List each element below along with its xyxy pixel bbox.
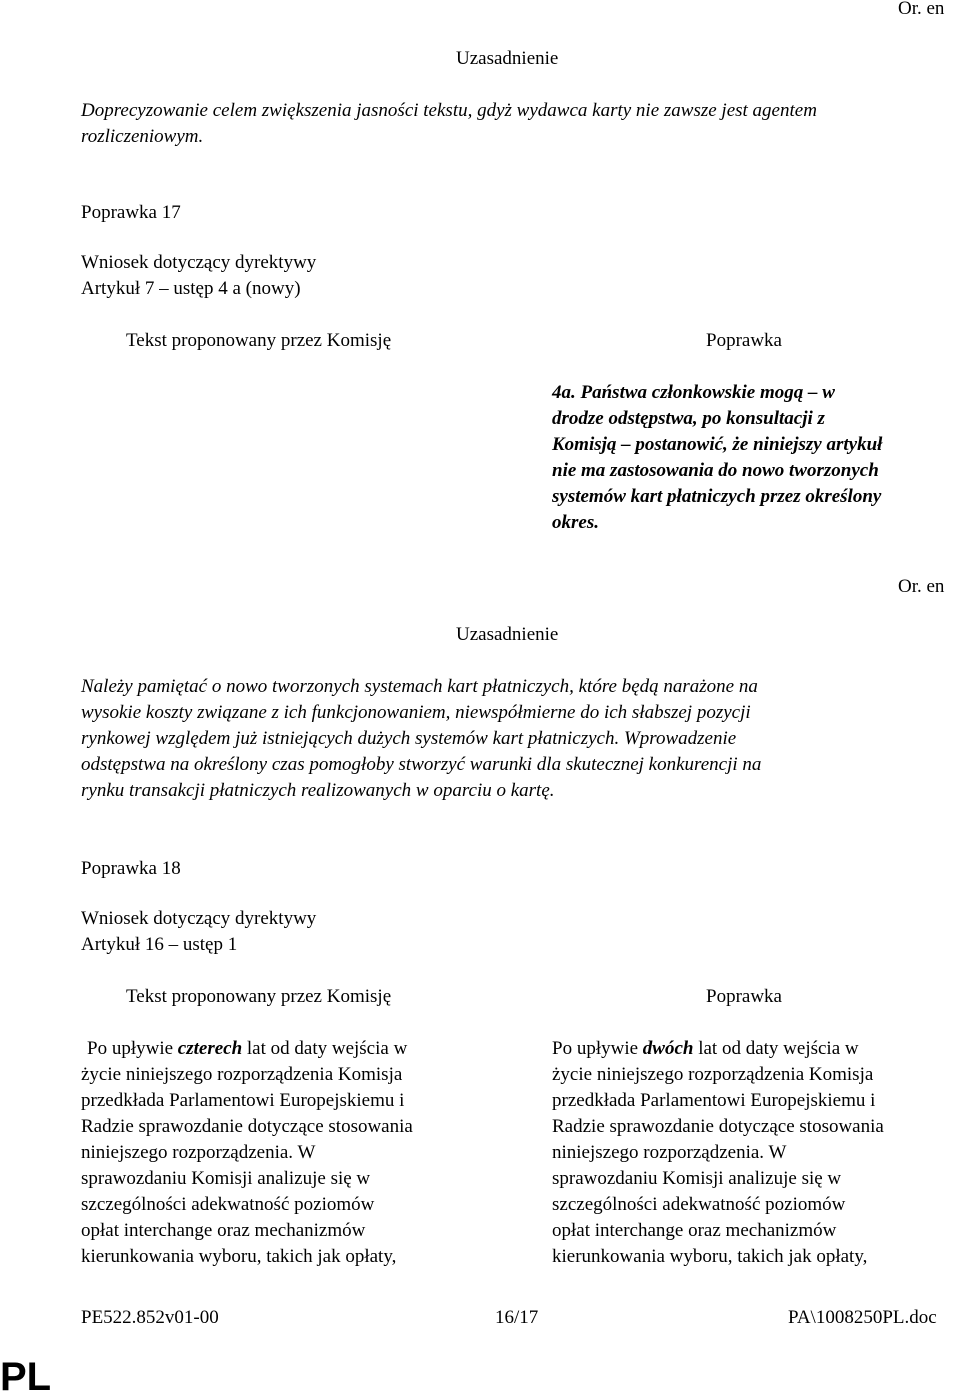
amendment-text-line: kierunkowania wyboru, takich jak opłaty, <box>552 1246 868 1267</box>
commission-text-line: Radzie sprawozdanie dotyczące stosowania <box>81 1116 413 1137</box>
amendment-text-line: nie ma zastosowania do nowo tworzonych <box>552 460 879 481</box>
amendment-text-line: życie niniejszego rozporządzenia Komisja <box>552 1064 874 1085</box>
commission-text-line: przedkłada Parlamentowi Europejskiemu i <box>81 1090 405 1111</box>
footer-page-number: 16/17 <box>495 1307 539 1328</box>
amendment-text-line: drodze odstępstwa, po konsultacji z <box>552 408 825 429</box>
justification-heading: Uzasadnienie <box>456 624 559 645</box>
commission-text-line: szczególności adekwatność poziomów <box>81 1194 375 1215</box>
amendment-text-line: 4a. Państwa członkowskie mogą – w <box>552 382 835 403</box>
justification-line: wysokie koszty związane z ich funkcjonowaniem, niewspółmierne do ich słabszej pozycji <box>81 702 751 723</box>
changed-word: czterech <box>177 1038 243 1059</box>
justification-line: rynku transakcji płatniczych realizowanych w oparciu o kartę. <box>81 780 555 801</box>
commission-text-line: życie niniejszego rozporządzenia Komisja <box>81 1064 403 1085</box>
amendment-title: Poprawka 17 <box>81 202 181 223</box>
justification-line: Należy pamiętać o nowo tworzonych systemach kart płatniczych, które będą narażone na <box>81 676 758 697</box>
amendment-text-line: okres. <box>552 512 599 533</box>
amendment-subtitle: Wniosek dotyczący dyrektywy <box>81 908 317 929</box>
column-heading-amendment: Poprawka <box>706 330 782 351</box>
commission-text-line: opłat interchange oraz mechanizmów <box>81 1220 366 1241</box>
language-code: PL <box>0 1355 52 1399</box>
amendment-title: Poprawka 18 <box>81 858 181 879</box>
amendment-text-line: przedkłada Parlamentowi Europejskiemu i <box>552 1090 876 1111</box>
amendment-text-line: niniejszego rozporządzenia. W <box>552 1142 787 1163</box>
amendment-subtitle: Wniosek dotyczący dyrektywy <box>81 252 317 273</box>
amendment-text <box>552 380 882 536</box>
amendment-text-line: sprawozdaniu Komisji analizuje się w <box>552 1168 842 1189</box>
commission-text <box>81 1062 413 1270</box>
changed-word: dwóch <box>642 1038 694 1059</box>
commission-text-line: Po upływie czterech lat od daty wejścia w <box>87 1038 408 1059</box>
justification-text: Doprecyzowanie celem zwiększenia jasności tekstu, gdyż wydawca karty nie zawsze jest agentem rozliczeniowym. <box>81 100 817 147</box>
amendment-subtitle: Artykuł 7 – ustęp 4 a (nowy) <box>81 278 301 299</box>
footer-filename: PA\1008250PL.doc <box>788 1307 937 1328</box>
column-heading-amendment: Poprawka <box>706 986 782 1007</box>
amendment-text <box>552 1036 884 1270</box>
amendment-text-line: opłat interchange oraz mechanizmów <box>552 1220 837 1241</box>
amendment-text-line: szczególności adekwatność poziomów <box>552 1194 846 1215</box>
justification-heading: Uzasadnienie <box>456 48 559 69</box>
amendment-text-line: systemów kart płatniczych przez określony <box>552 486 882 507</box>
commission-text-line: sprawozdaniu Komisji analizuje się w <box>81 1168 371 1189</box>
column-heading-commission: Tekst proponowany przez Komisję <box>126 330 392 351</box>
amendment-text-line: Po upływie dwóch lat od daty wejścia w <box>552 1038 859 1059</box>
commission-text-line: kierunkowania wyboru, takich jak opłaty, <box>81 1246 397 1267</box>
justification-text <box>81 674 761 804</box>
footer-doc-ref: PE522.852v01-00 <box>81 1307 219 1328</box>
commission-text <box>87 1036 407 1062</box>
justification-line: rynkowej względem już istniejących dużych systemów kart płatniczych. Wprowadzenie <box>81 728 737 749</box>
amendment-text-line: Radzie sprawozdanie dotyczące stosowania <box>552 1116 884 1137</box>
amendment-subtitle: Artykuł 16 – ustęp 1 <box>81 934 238 955</box>
amendment-text-line: Komisją – postanowić, że niniejszy artykuł <box>552 434 883 455</box>
commission-text-line: niniejszego rozporządzenia. W <box>81 1142 316 1163</box>
justification-line: odstępstwa na określony czas pomogłoby stworzyć warunki dla skutecznej konkurencji na <box>81 754 762 775</box>
original-language-label: Or. en <box>898 576 945 597</box>
original-language-label: Or. en <box>898 0 945 19</box>
column-heading-commission: Tekst proponowany przez Komisję <box>126 986 392 1007</box>
